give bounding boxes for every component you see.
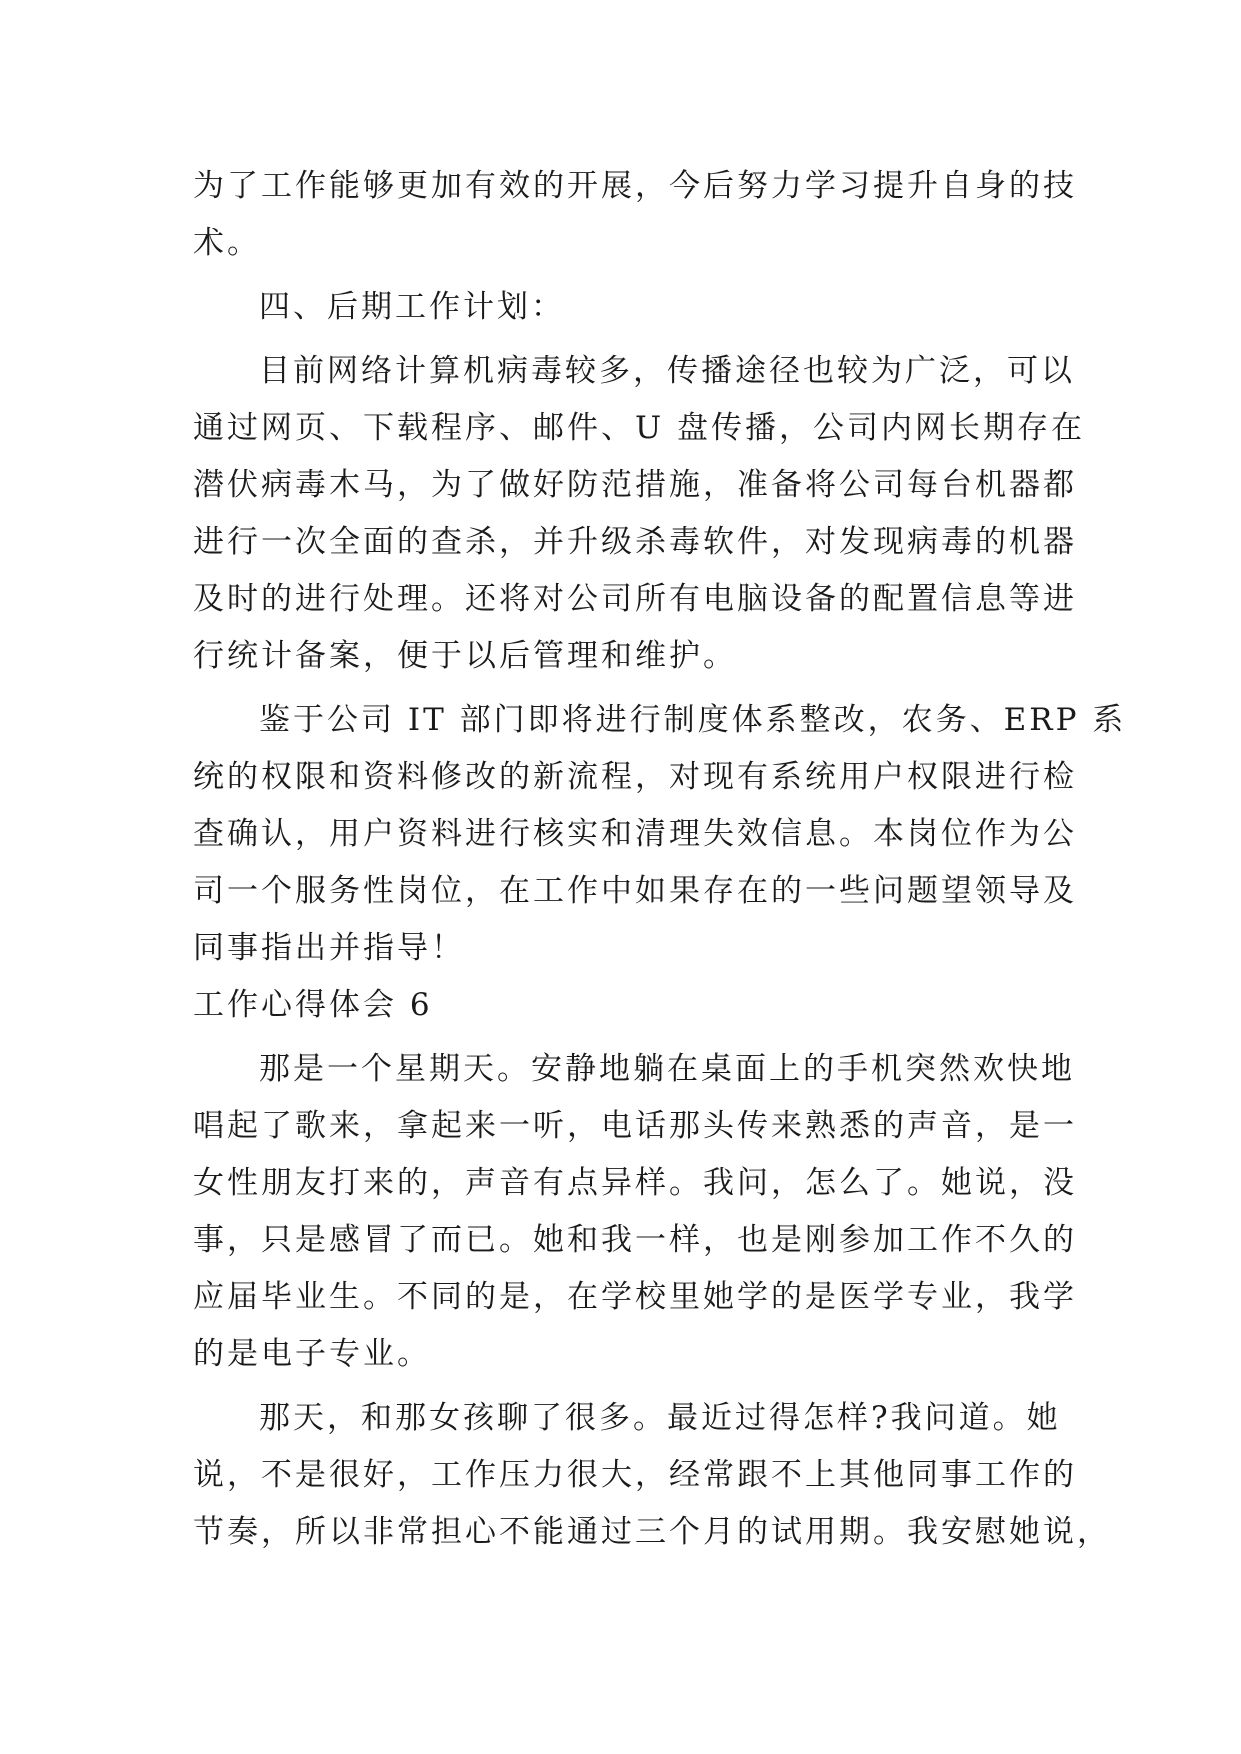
paragraph-p1: [193, 158, 1077, 272]
paragraph-p3: [193, 343, 1085, 685]
text-line: 唱起了歌来，拿起来一听，电话那头传来熟悉的声音，是一: [193, 1108, 1077, 1144]
text-line: 术。: [193, 225, 261, 261]
paragraph-p4: [193, 692, 1127, 977]
text-line: 那天，和那女孩聊了很多。最近过得怎样?我问道。她: [259, 1400, 1061, 1436]
text-line: 司一个服务性岗位，在工作中如果存在的一些问题望领导及: [193, 873, 1077, 909]
text-line: 事，只是感冒了而已。她和我一样，也是刚参加工作不久的: [193, 1222, 1077, 1258]
text-line: 女性朋友打来的，声音有点异样。我问，怎么了。她说，没: [193, 1165, 1077, 1201]
text-line: 行统计备案，便于以后管理和维护。: [193, 638, 737, 674]
text-line: 潜伏病毒木马，为了做好防范措施，准备将公司每台机器都: [193, 467, 1077, 503]
text-line: 目前网络计算机病毒较多，传播途径也较为广泛，可以: [259, 353, 1075, 389]
text-line: 统的权限和资料修改的新流程，对现有系统用户权限进行检: [193, 759, 1077, 795]
section-heading-6: [193, 977, 1055, 1034]
text-line: 节奏，所以非常担心不能通过三个月的试用期。我安慰她说，: [193, 1514, 1111, 1550]
text-line: 查确认，用户资料进行核实和清理失效信息。本岗位作为公: [193, 816, 1077, 852]
text-line: 那是一个星期天。安静地躺在桌面上的手机突然欢快地: [259, 1051, 1075, 1087]
text-line: 同事指出并指导！: [193, 930, 465, 966]
text-line: 为了工作能够更加有效的开展，今后努力学习提升自身的技: [193, 168, 1077, 204]
text-line: 进行一次全面的查杀，并升级杀毒软件，对发现病毒的机器: [193, 524, 1077, 560]
paragraph-p6: [193, 1390, 1111, 1561]
paragraph-p5: [193, 1041, 1077, 1383]
heading-text: 工作心得体会 6: [193, 987, 433, 1023]
text-line: 的是电子专业。: [193, 1336, 431, 1372]
text-line: 及时的进行处理。还将对公司所有电脑设备的配置信息等进: [193, 581, 1077, 617]
text-line: 通过网页、下载程序、邮件、U 盘传播，公司内网长期存在: [193, 410, 1085, 446]
section-heading-plan: [193, 279, 1055, 336]
text-line: 说，不是很好，工作压力很大，经常跟不上其他同事工作的: [193, 1457, 1077, 1493]
text-line: 四、后期工作计划：: [259, 289, 565, 325]
text-line: 应届毕业生。不同的是，在学校里她学的是医学专业，我学: [193, 1279, 1077, 1315]
text-line: 鉴于公司 IT 部门即将进行制度体系整改，农务、ERP 系: [259, 702, 1127, 738]
document-page: [193, 158, 1127, 1561]
